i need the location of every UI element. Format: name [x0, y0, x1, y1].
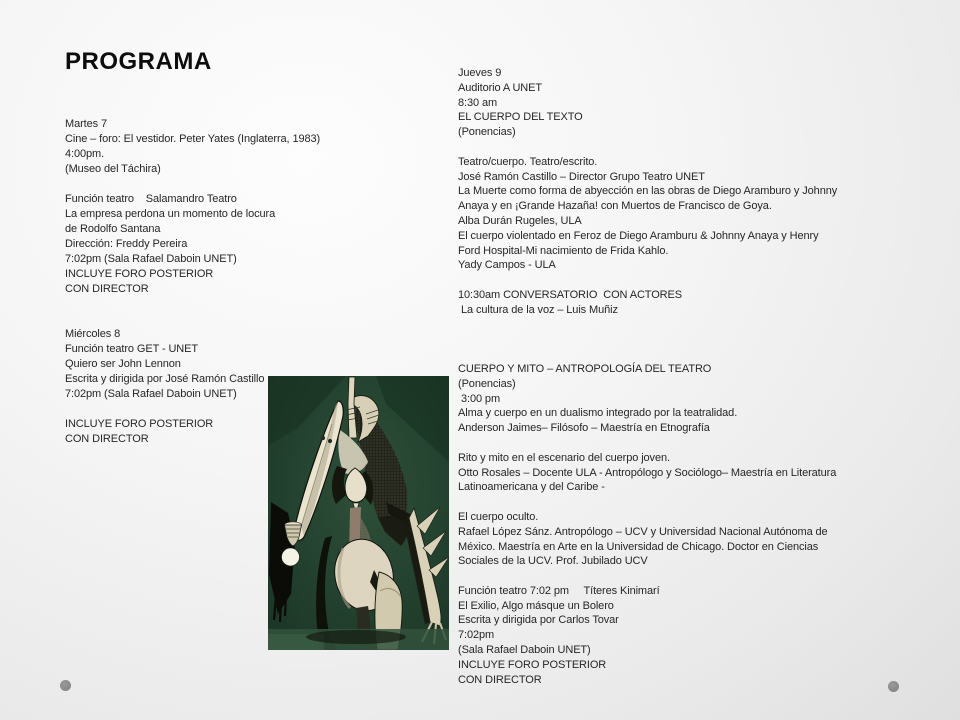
text-line: de Rodolfo Santana	[65, 223, 161, 235]
text-line	[65, 177, 415, 192]
text-line: Escrita y dirigida por Carlos Tovar	[458, 614, 619, 627]
text-line: INCLUYE FORO POSTERIOR	[65, 418, 214, 430]
text-line: Teatro/cuerpo. Teatro/escrito.	[458, 155, 598, 168]
text-line: Cine – foro: El vestidor. Peter Yates (Inglaterra, 1983)	[65, 133, 321, 145]
text-line: EL CUERPO DEL TEXTO	[458, 111, 583, 124]
text-line	[458, 332, 958, 347]
text-line: Alma y cuerpo en un dualismo integrado por la teatralidad.	[458, 407, 738, 420]
text-line: México. Maestría en Arte en la Universidad de Chicago. Doctor en Ciencias	[458, 540, 819, 553]
text-line: José Ramón Castillo – Director Grupo Teatro UNET	[458, 170, 705, 183]
decorative-dot-left	[60, 680, 71, 691]
text-line: CUERPO Y MITO – ANTROPOLOGÍA DEL TEATRO	[458, 362, 712, 375]
text-line: La Muerte como forma de abyección en las obras de Diego Aramburo y Johnny	[458, 185, 838, 198]
text-line	[458, 569, 958, 584]
text-line	[458, 140, 958, 155]
text-line: Otto Rosales – Docente ULA - Antropólogo y Sociólogo– Maestría en Literatura	[458, 466, 837, 479]
text-line: (Ponencias)	[458, 377, 516, 390]
text-line: 4:00pm.	[65, 148, 105, 160]
page-title: PROGRAMA	[65, 48, 212, 75]
text-line	[65, 312, 415, 327]
text-line: Quiero ser John Lennon	[65, 358, 181, 370]
text-line	[458, 318, 958, 333]
text-line: 10:30am CONVERSATORIO CON ACTORES	[458, 288, 682, 301]
text-line: Función teatro GET - UNET	[65, 343, 199, 355]
text-line	[458, 436, 958, 451]
text-line: Función teatro 7:02 pm Títeres Kinimarí	[458, 584, 660, 597]
text-line: Función teatro Salamandro Teatro	[65, 193, 237, 205]
text-line: Anaya y en ¡Grande Hazaña! con Muertos de Francisco de Goya.	[458, 200, 772, 213]
text-line: Dirección: Freddy Pereira	[65, 238, 188, 250]
text-line: La cultura de la voz – Luis Muñiz	[458, 303, 618, 316]
text-line	[458, 273, 958, 288]
text-line: CON DIRECTOR	[458, 673, 542, 686]
text-line: Rito y mito en el escenario del cuerpo joven.	[458, 451, 670, 464]
text-line	[458, 347, 958, 362]
text-line	[458, 495, 958, 510]
text-line: Yady Campos - ULA	[458, 259, 556, 272]
text-line: (Sala Rafael Daboin UNET)	[458, 644, 591, 657]
text-line: El cuerpo violentado en Feroz de Diego Aramburu & Johnny Anaya y Henry	[458, 229, 819, 242]
text-line: INCLUYE FORO POSTERIOR	[458, 658, 607, 671]
right-column	[458, 66, 958, 687]
text-line: Jueves 9	[458, 67, 502, 79]
text-line: La empresa perdona un momento de locura	[65, 208, 276, 220]
text-line: Miércoles 8	[65, 328, 121, 340]
text-line: 3:00 pm	[458, 392, 501, 405]
text-line: 8:30 am	[458, 96, 498, 109]
text-line: Alba Durán Rugeles, ULA	[458, 214, 582, 227]
text-line: Auditorio A UNET	[458, 81, 542, 94]
text-line: CON DIRECTOR	[65, 283, 149, 295]
text-line: Rafael López Sánz. Antropólogo – UCV y Universidad Nacional Autónoma de	[458, 525, 828, 538]
text-line: 7:02pm (Sala Rafael Daboin UNET)	[65, 388, 237, 400]
text-line: 7:02pm	[458, 629, 495, 642]
text-line: Ford Hospital-Mi nacimiento de Frida Kahlo.	[458, 244, 669, 257]
text-line: Latinoamericana y del Caribe -	[458, 481, 605, 494]
abstract-figure-painting	[268, 376, 449, 650]
text-line: Anderson Jaimes– Filósofo – Maestría en Etnografía	[458, 422, 710, 435]
text-line: Martes 7	[65, 118, 107, 130]
text-line: Escrita y dirigida por José Ramón Castillo	[65, 373, 265, 385]
text-line: (Museo del Táchira)	[65, 163, 161, 175]
decorative-dot-right	[888, 681, 899, 692]
text-line: CON DIRECTOR	[65, 433, 149, 445]
text-line: 7:02pm (Sala Rafael Daboin UNET)	[65, 253, 237, 265]
text-line	[65, 297, 415, 312]
text-line: El cuerpo oculto.	[458, 510, 539, 523]
text-line: (Ponencias)	[458, 126, 516, 139]
text-line: Sociales de la UCV. Prof. Jubilado UCV	[458, 555, 648, 568]
text-line: INCLUYE FORO POSTERIOR	[65, 268, 214, 280]
text-line: El Exilio, Algo másque un Bolero	[458, 599, 614, 612]
